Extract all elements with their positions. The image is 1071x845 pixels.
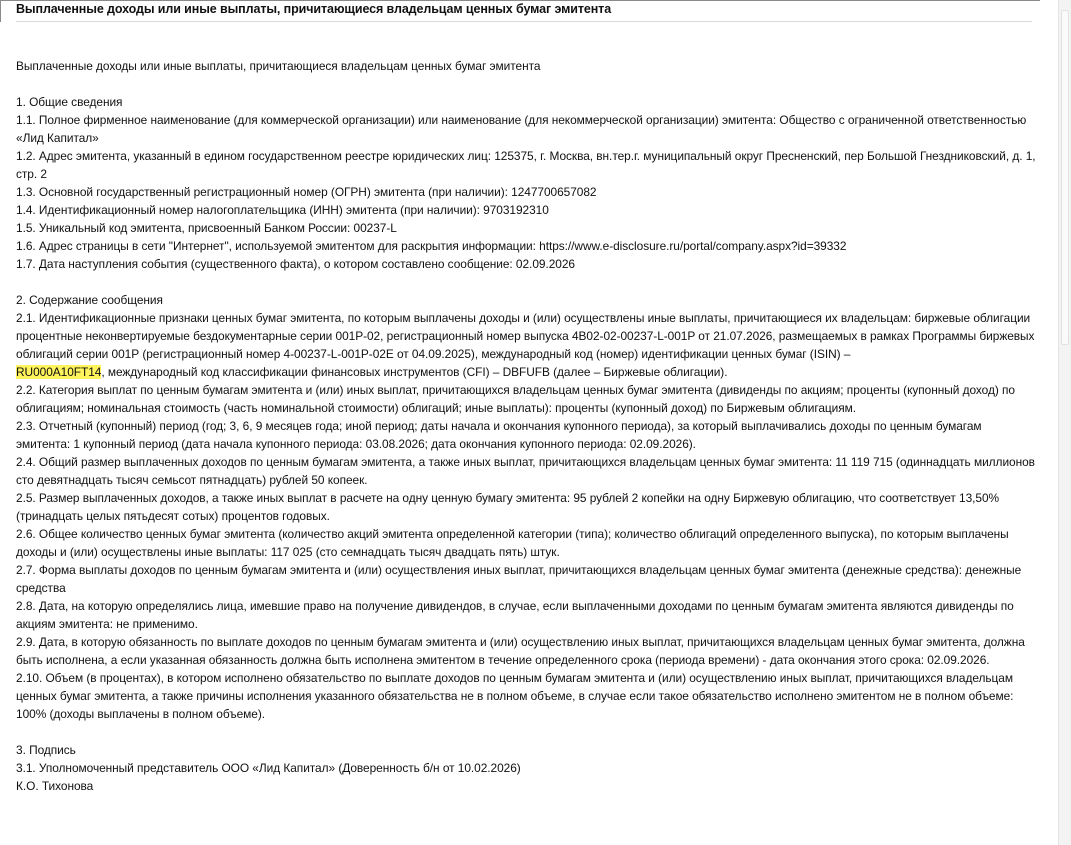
section-3-title: 3. Подпись [16,743,76,757]
signer-name: К.О. Тихонова [16,779,94,793]
document-heading: Выплаченные доходы или иные выплаты, причитающиеся владельцам ценных бумаг эмитента [16,59,541,73]
item-1-6: 1.6. Адрес страницы в сети "Интернет", используемой эмитентом для раскрытия информации: https://www.e-disclosure.ru/portal/company.aspx?id=39332 [16,239,847,253]
item-2-1 [16,309,1036,381]
item-2-2: 2.2. Категория выплат по ценным бумагам эмитента и (или) иных выплат, причитающихся владельцам ценных бумаг эмитента (дивиденды по акциям; проценты (купонный доход) по облигациям; номинальная стоимость (часть номинальной стоимости) облигаций; иные выплаты): проценты (купонный доход) по Биржевым облигациям. [16,383,1015,415]
item-1-5: 1.5. Уникальный код эмитента, присвоенный Банком России: 00237-L [16,221,397,235]
scrollbar-thumb[interactable] [1061,10,1069,345]
item-2-1-text: 2.1. Идентификационные признаки ценных бумаг эмитента, по которым выплачены доходы и (или) осуществлены иные выплаты, причитающиеся их владельцам: биржевые облигации процентные неконвертируемые бездокументарные серии 001Р-02, регистрационный номер выпуска 4В02-02-00237-L-001P от 21.07.2026, размещаемых в рамках Программы биржевых облигаций серии 001Р (регистрационный номер 4-00237-L-001P-02E от 04.09.2025), международный код (номер) идентификации ценных бумаг (ISIN) – [16,311,1035,361]
item-2-10: 2.10. Объем (в процентах), в котором исполнено обязательство по выплате доходов по ценным бумагам эмитента и (или) осуществлению иных выплат, причитающихся владельцам ценных бумаг эмитента, а также причины исполнения указанного обязательства не в полном объеме, в случае если такое обязательство исполнено эмитентом не в полном объеме: 100% (доходы выплачены в полном объеме). [16,671,1014,721]
item-2-6: 2.6. Общее количество ценных бумаг эмитента (количество акций эмитента определенной категории (типа); количество облигаций определенного выпуска), по которым выплачены доходы и (или) осуществлены иные выплаты: 117 025 (сто семнадцать тысяч двадцать пять) штук. [16,527,1009,559]
item-3-1: 3.1. Уполномоченный представитель ООО «Лид Капитал» (Доверенность б/н от 10.02.2026) [16,761,521,775]
item-1-3: 1.3. Основной государственный регистрационный номер (ОГРН) эмитента (при наличии): 1247700657082 [16,185,597,199]
item-2-1-cfi: , международный код классификации финансовых инструментов (CFI) – DBFUFB (далее – Биржевые облигации). [101,365,728,379]
isin-highlight: RU000A10FT14 [16,365,102,379]
left-edge [0,0,1,22]
item-1-1: 1.1. Полное фирменное наименование (для коммерческой организации) или наименование (для некоммерческой организации) эмитента: Общество с ограниченной ответственностью «Лид Капитал» [16,113,1027,145]
vertical-scrollbar[interactable] [1058,0,1071,845]
item-1-2: 1.2. Адрес эмитента, указанный в едином государственном реестре юридических лиц: 125375, г. Москва, вн.тер.г. муниципальный округ Пресненский, пер Большой Гнездниковский, д. 1, стр. 2 [16,149,1036,181]
item-2-8: 2.8. Дата, на которую определялись лица, имевшие право на получение дивидендов, в случае, если выплаченными доходами по ценным бумагам эмитента являются дивиденды по акциям эмитента: не применимо. [16,599,1014,631]
item-2-3: 2.3. Отчетный (купонный) период (год; 3, 6, 9 месяцев года; иной период; даты начала и окончания купонного периода), за который выплачивались доходы по ценным бумагам эмитента: 1 купонный период (дата начала купонного периода: 03.08.2026; дата окончания купонного периода: 02.09.2026). [16,419,982,451]
section-1-title: 1. Общие сведения [16,95,123,109]
item-1-4: 1.4. Идентификационный номер налогоплательщика (ИНН) эмитента (при наличии): 9703192310 [16,203,549,217]
item-2-9: 2.9. Дата, в которую обязанность по выплате доходов по ценным бумагам эмитента и (или) осуществлению иных выплат, причитающихся владельцам ценных бумаг эмитента, должна быть исполнена, а если указанная обязанность должна быть исполнена эмитентом в течение определенного срока (периода времени) - дата окончания этого срока: 02.09.2026. [16,635,1025,667]
item-2-7: 2.7. Форма выплаты доходов по ценным бумагам эмитента и (или) осуществления иных выплат, причитающихся владельцам ценных бумаг эмитента (денежные средства): денежные средства [16,563,1022,595]
item-2-4: 2.4. Общий размер выплаченных доходов по ценным бумагам эмитента, а также иных выплат, причитающихся владельцам ценных бумаг эмитента: 11 119 715 (одиннадцать миллионов сто девятнадцать тысяч семьсот пятнадцать) рублей 50 копеек. [16,455,1035,487]
page-title: Выплаченные доходы или иные выплаты, причитающиеся владельцам ценных бумаг эмитента [16,0,1032,22]
item-1-7: 1.7. Дата наступления события (существенного факта), о котором составлено сообщение: 02.09.2026 [16,257,575,271]
document-body [16,57,1036,795]
item-2-5: 2.5. Размер выплаченных доходов, а также иных выплат в расчете на одну ценную бумагу эмитента: 95 рублей 2 копейки на одну Биржевую облигацию, что соответствует 13,50% (тринадцать целых пятьдесят сотых) процентов годовых. [16,491,1000,523]
section-2-title: 2. Содержание сообщения [16,293,163,307]
